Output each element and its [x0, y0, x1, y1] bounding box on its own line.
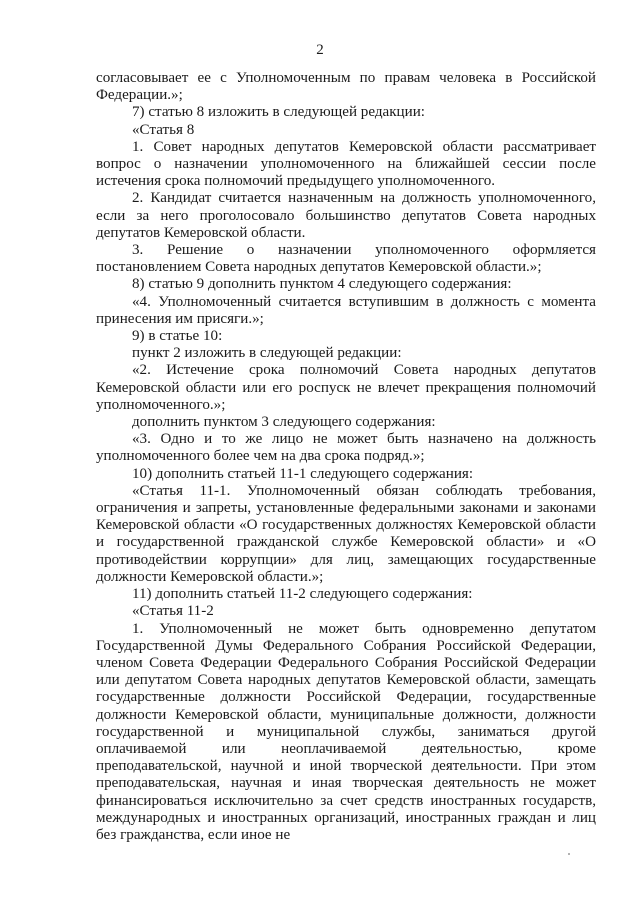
paragraph-14: 10) дополнить статьей 11-1 следующего содержания:	[132, 465, 474, 482]
paragraph-12: дополнить пунктом 3 следующего содержания:	[132, 414, 436, 431]
scan-artifact-dot	[568, 853, 570, 855]
paragraph-16: 11) дополнить статьей 11-2 следующего содержания:	[132, 586, 473, 603]
paragraph-15: «Статья 11-1. Уполномоченный обязан соблюдать требования, ограничения и запреты, установленные федеральными законами и законами Кемеровской области «О государственных должностях Кемеровской области и государственной гражданской службе Кемеровской области» и «О противодействии коррупции» для лиц, замещающих государственные должности Кемеровской области.»;	[96, 482, 596, 585]
document-body	[96, 70, 596, 844]
paragraph-10: пункт 2 изложить в следующей редакции:	[132, 345, 402, 362]
paragraph-2: 7) статью 8 изложить в следующей редакции:	[132, 104, 425, 121]
paragraph-5: 2. Кандидат считается назначенным на должность уполномоченного, если за него проголосовало большинство депутатов Совета народных депутатов Кемеровской области.	[96, 190, 596, 241]
paragraph-11: «2. Истечение срока полномочий Совета народных депутатов Кемеровской области или его роспуск не влечет прекращения полномочий уполномоченного.»;	[96, 362, 596, 413]
paragraph-17: «Статья 11-2	[132, 603, 214, 620]
page-number: 2	[316, 42, 324, 58]
paragraph-1: согласовывает ее с Уполномоченным по правам человека в Российской Федерации.»;	[96, 70, 596, 104]
paragraph-8: «4. Уполномоченный считается вступившим в должность с момента принесения им присяги.»;	[96, 293, 596, 327]
paragraph-9: 9) в статье 10:	[132, 328, 223, 345]
paragraph-6: 3. Решение о назначении уполномоченного оформляется постановлением Совета народных депутатов Кемеровской области.»;	[96, 242, 596, 276]
paragraph-7: 8) статью 9 дополнить пунктом 4 следующего содержания:	[132, 276, 512, 293]
paragraph-13: «3. Одно и то же лицо не может быть назначено на должность уполномоченного более чем на два срока подряд.»;	[96, 431, 596, 465]
paragraph-18: 1. Уполномоченный не может быть одновременно депутатом Государственной Думы Федерального Собрания Российской Федерации, членом Совета Федерации Федерального Собрания Российской Федерации или депутатом Совета народных депутатов Кемеровской области, замещать государственные должности Российской Федерации, государственные должности Кемеровской области, муниципальные должности, должности государственной и муниципальной службы, заниматься другой оплачиваемой или неоплачиваемой деятельностью, кроме преподавательской, научной и иной творческой деятельности. При этом преподавательская, научная и иная творческая деятельность не может финансироваться исключительно за счет средств иностранных государств, международных и иностранных организаций, иностранных граждан и лиц без гражданства, если иное не	[96, 620, 596, 843]
paragraph-4: 1. Совет народных депутатов Кемеровской области рассматривает вопрос о назначении уполномоченного на ближайшей сессии после истечения срока полномочий предыдущего уполномоченного.	[96, 138, 596, 190]
paragraph-3: «Статья 8	[132, 121, 195, 138]
